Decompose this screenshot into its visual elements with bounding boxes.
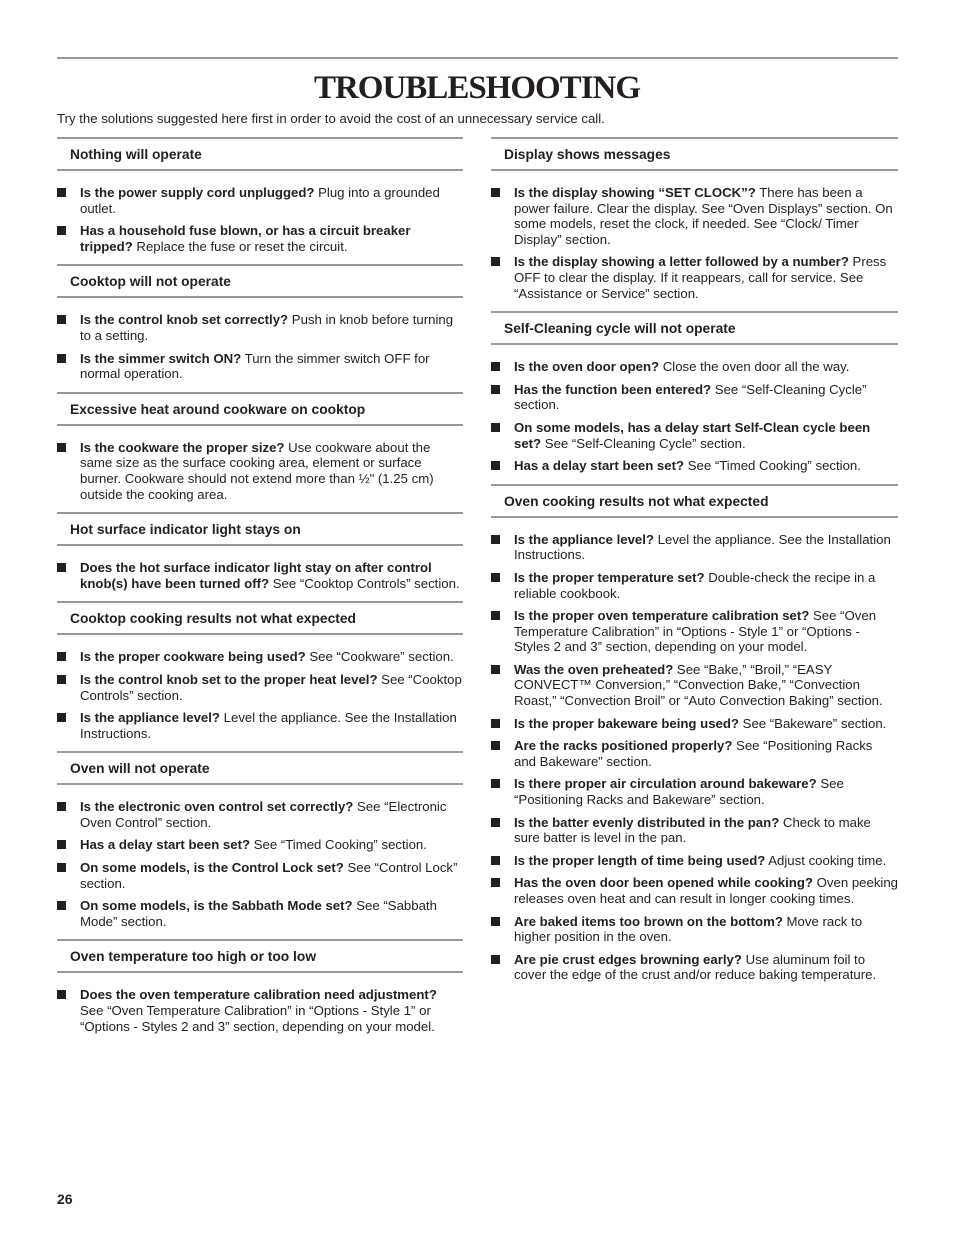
answer-text: Oven peeking releases oven heat and can result in longer cooking times. <box>514 875 899 906</box>
square-bullet-icon <box>491 779 500 788</box>
section-cooktop-cooking-results-not-what-expected <box>57 601 463 741</box>
list-item <box>491 420 898 451</box>
square-bullet-icon <box>57 713 66 722</box>
answer-text: Use cookware about the same size as the surface cooking area, element or surface burner. Cookware should not extend more than ½" (1.25 cm) outside the cooking area. <box>80 439 434 502</box>
question-text: Is there proper air circulation around bakeware? <box>514 776 817 792</box>
section-heading: Display shows messages <box>491 137 898 171</box>
question-text: Is the control knob set to the proper heat level? <box>80 671 378 687</box>
question-list <box>57 298 463 381</box>
question-list <box>57 546 463 591</box>
question-text: Is the control knob set correctly? <box>80 312 289 328</box>
list-item <box>57 223 463 254</box>
answer-text: Push in knob before turning to a setting. <box>80 312 454 343</box>
answer-text: See “Control Lock” section. <box>80 860 458 891</box>
section-oven-cooking-results-not-what-expected <box>491 484 898 983</box>
list-item <box>491 952 898 983</box>
list-item <box>57 440 463 502</box>
answer-text: See “Cooktop Controls” section. <box>269 575 460 591</box>
answer-text: See “Self-Cleaning Cycle” section. <box>541 435 746 451</box>
question-list <box>57 635 463 741</box>
section-heading: Nothing will operate <box>57 137 463 171</box>
square-bullet-icon <box>491 665 500 674</box>
list-item <box>491 875 898 906</box>
answer-text: Press OFF to clear the display. If it reappears, call for service. See “Assistance or Service” section. <box>514 254 887 301</box>
square-bullet-icon <box>491 535 500 544</box>
section-heading: Self-Cleaning cycle will not operate <box>491 311 898 345</box>
list-item <box>57 672 463 703</box>
list-item <box>57 351 463 382</box>
question-text: Does the hot surface indicator light stay on after control knob(s) have been turned off? <box>80 560 432 591</box>
answer-text: Plug into a grounded outlet. <box>80 185 440 216</box>
square-bullet-icon <box>491 878 500 887</box>
section-oven-temperature-too-high-or-too-low <box>57 939 463 1034</box>
intro-text: Try the solutions suggested here first in order to avoid the cost of an unnecessary service call. <box>57 111 605 126</box>
list-item <box>57 837 463 853</box>
square-bullet-icon <box>57 443 66 452</box>
question-list <box>491 518 898 983</box>
question-text: Has a household fuse blown, or has a circuit breaker tripped? <box>80 223 411 254</box>
section-excessive-heat-around-cookware-on-cooktop <box>57 392 463 502</box>
list-item <box>491 662 898 709</box>
answer-text: See “Bakeware” section. <box>738 715 887 731</box>
question-list <box>491 345 898 474</box>
question-text: On some models, is the Control Lock set? <box>80 860 344 876</box>
answer-text: See “Cookware” section. <box>305 649 454 665</box>
question-text: Has a delay start been set? <box>80 837 251 853</box>
answer-text: Adjust cooking time. <box>765 852 887 868</box>
question-text: Is the proper cookware being used? <box>80 649 306 665</box>
section-nothing-will-operate <box>57 137 463 254</box>
question-text: Is the appliance level? <box>514 531 654 547</box>
question-text: On some models, has a delay start Self-Clean cycle been set? <box>514 419 871 451</box>
section-heading: Cooktop will not operate <box>57 264 463 298</box>
right-column <box>491 137 898 993</box>
question-text: Is the display showing “SET CLOCK”? <box>514 185 756 200</box>
square-bullet-icon <box>57 990 66 999</box>
question-text: Are pie crust edges browning early? <box>514 951 742 967</box>
list-item <box>491 185 898 247</box>
question-text: Is the display showing a letter followed by a number? <box>514 254 849 270</box>
question-text: Has the function been entered? <box>514 381 712 397</box>
question-text: Are baked items too brown on the bottom? <box>514 913 783 929</box>
square-bullet-icon <box>491 461 500 470</box>
list-item <box>491 458 898 474</box>
answer-text: See “Self-Cleaning Cycle” section. <box>514 381 867 413</box>
list-item <box>57 649 463 665</box>
question-text: Is the simmer switch ON? <box>80 350 242 366</box>
answer-text: See “Positioning Racks and Bakeware” section. <box>514 738 873 769</box>
square-bullet-icon <box>57 188 66 197</box>
answer-text: Close the oven door all the way. <box>659 359 850 375</box>
question-list <box>57 785 463 929</box>
answer-text: See “Positioning Racks and Bakeware” section. <box>514 776 844 808</box>
square-bullet-icon <box>57 563 66 572</box>
list-item <box>57 312 463 343</box>
list-item <box>491 738 898 769</box>
question-text: Is the power supply cord unplugged? <box>80 185 315 200</box>
square-bullet-icon <box>491 856 500 865</box>
section-oven-will-not-operate <box>57 751 463 929</box>
question-text: Is the electronic oven control set correctly? <box>80 799 354 815</box>
list-item <box>57 710 463 741</box>
square-bullet-icon <box>57 802 66 811</box>
section-display-shows-messages <box>491 137 898 301</box>
question-text: On some models, is the Sabbath Mode set? <box>80 898 353 914</box>
list-item <box>491 608 898 655</box>
list-item <box>57 860 463 891</box>
section-heading: Cooktop cooking results not what expected <box>57 601 463 635</box>
question-text: Has the oven door been opened while cooking? <box>514 875 813 891</box>
square-bullet-icon <box>491 188 500 197</box>
section-cooktop-will-not-operate <box>57 264 463 381</box>
square-bullet-icon <box>491 741 500 750</box>
list-item <box>491 716 898 732</box>
list-item <box>491 254 898 301</box>
square-bullet-icon <box>491 423 500 432</box>
question-text: Is the proper oven temperature calibration set? <box>514 608 810 624</box>
question-text: Does the oven temperature calibration need adjustment? <box>80 987 437 1003</box>
square-bullet-icon <box>491 573 500 582</box>
page-number: 26 <box>57 1191 73 1207</box>
question-list <box>57 973 463 1034</box>
question-text: Was the oven preheated? <box>514 661 674 677</box>
square-bullet-icon <box>491 362 500 371</box>
list-item <box>491 359 898 375</box>
list-item <box>57 185 463 216</box>
answer-text: See “Timed Cooking” section. <box>684 458 861 474</box>
answer-text: See “Electronic Oven Control” section. <box>80 799 447 830</box>
square-bullet-icon <box>491 385 500 394</box>
left-column <box>57 137 463 1044</box>
answer-text: There has been a power failure. Clear the display. See “Oven Displays” section. On some models, reset the clock, if needed. See “Clock/ Timer Display” section. <box>514 185 893 247</box>
question-text: Is the proper length of time being used? <box>514 852 766 868</box>
list-item <box>57 560 463 591</box>
square-bullet-icon <box>491 818 500 827</box>
list-item <box>57 799 463 830</box>
section-hot-surface-indicator-light-stays-on <box>57 512 463 591</box>
answer-text: Level the appliance. See the Installation Instructions. <box>80 710 457 741</box>
page-title: TROUBLESHOOTING <box>313 70 641 106</box>
section-heading: Excessive heat around cookware on cooktop <box>57 392 463 426</box>
list-item <box>57 987 463 1034</box>
question-text: Is the proper bakeware being used? <box>514 715 739 731</box>
question-text: Are the racks positioned properly? <box>514 738 733 754</box>
square-bullet-icon <box>57 226 66 235</box>
answer-text: Double-check the recipe in a reliable cookbook. <box>514 569 876 601</box>
answer-text: Level the appliance. See the Installation Instructions. <box>514 531 891 563</box>
section-heading: Oven will not operate <box>57 751 463 785</box>
list-item <box>491 914 898 945</box>
square-bullet-icon <box>57 675 66 684</box>
list-item <box>491 532 898 563</box>
square-bullet-icon <box>491 257 500 266</box>
square-bullet-icon <box>57 901 66 910</box>
answer-text: See “Sabbath Mode” section. <box>80 898 437 929</box>
answer-text: Turn the simmer switch OFF for normal operation. <box>80 350 430 382</box>
square-bullet-icon <box>491 917 500 926</box>
square-bullet-icon <box>491 955 500 964</box>
list-item <box>491 382 898 413</box>
question-list <box>57 426 463 502</box>
section-heading: Oven cooking results not what expected <box>491 484 898 518</box>
question-text: Is the appliance level? <box>80 710 220 726</box>
question-text: Is the proper temperature set? <box>514 569 705 585</box>
question-list <box>57 171 463 254</box>
list-item <box>57 898 463 929</box>
answer-text: Replace the fuse or reset the circuit. <box>132 238 348 254</box>
square-bullet-icon <box>491 719 500 728</box>
question-text: Is the cookware the proper size? <box>80 439 285 455</box>
answer-text: Move rack to higher position in the oven. <box>514 913 863 945</box>
answer-text: See “Bake,” “Broil,” “EASY CONVECT™ Conversion,” “Convection Bake,” “Convection Roast,” “Convection Broil” or “Auto Convection Baking” section. <box>514 661 883 709</box>
section-heading: Hot surface indicator light stays on <box>57 512 463 546</box>
list-item <box>491 570 898 601</box>
list-item <box>491 815 898 846</box>
section-heading: Oven temperature too high or too low <box>57 939 463 973</box>
list-item <box>491 853 898 869</box>
question-text: Is the oven door open? <box>514 359 660 375</box>
square-bullet-icon <box>57 840 66 849</box>
question-text: Has a delay start been set? <box>514 458 685 474</box>
square-bullet-icon <box>57 354 66 363</box>
answer-text: See “Timed Cooking” section. <box>250 837 427 853</box>
top-rule <box>57 57 898 59</box>
answer-text: See “Oven Temperature Calibration” in “Options - Style 1” or “Options - Styles 2 and 3” section, depending on your model. <box>80 1003 435 1034</box>
answer-text: See “Cooktop Controls” section. <box>80 671 462 703</box>
square-bullet-icon <box>57 863 66 872</box>
answer-text: Check to make sure batter is level in the pan. <box>514 814 871 846</box>
list-item <box>491 776 898 807</box>
answer-text: Use aluminum foil to cover the edge of the crust and/or reduce baking temperature. <box>514 951 877 983</box>
section-self-cleaning-cycle-will-not-operate <box>491 311 898 474</box>
answer-text: See “Oven Temperature Calibration” in “Options - Style 1” or “Options - Styles 2 and 3” section, depending on your model. <box>514 608 877 655</box>
question-list <box>491 171 898 301</box>
square-bullet-icon <box>491 611 500 620</box>
question-text: Is the batter evenly distributed in the pan? <box>514 814 780 830</box>
square-bullet-icon <box>57 315 66 324</box>
square-bullet-icon <box>57 652 66 661</box>
